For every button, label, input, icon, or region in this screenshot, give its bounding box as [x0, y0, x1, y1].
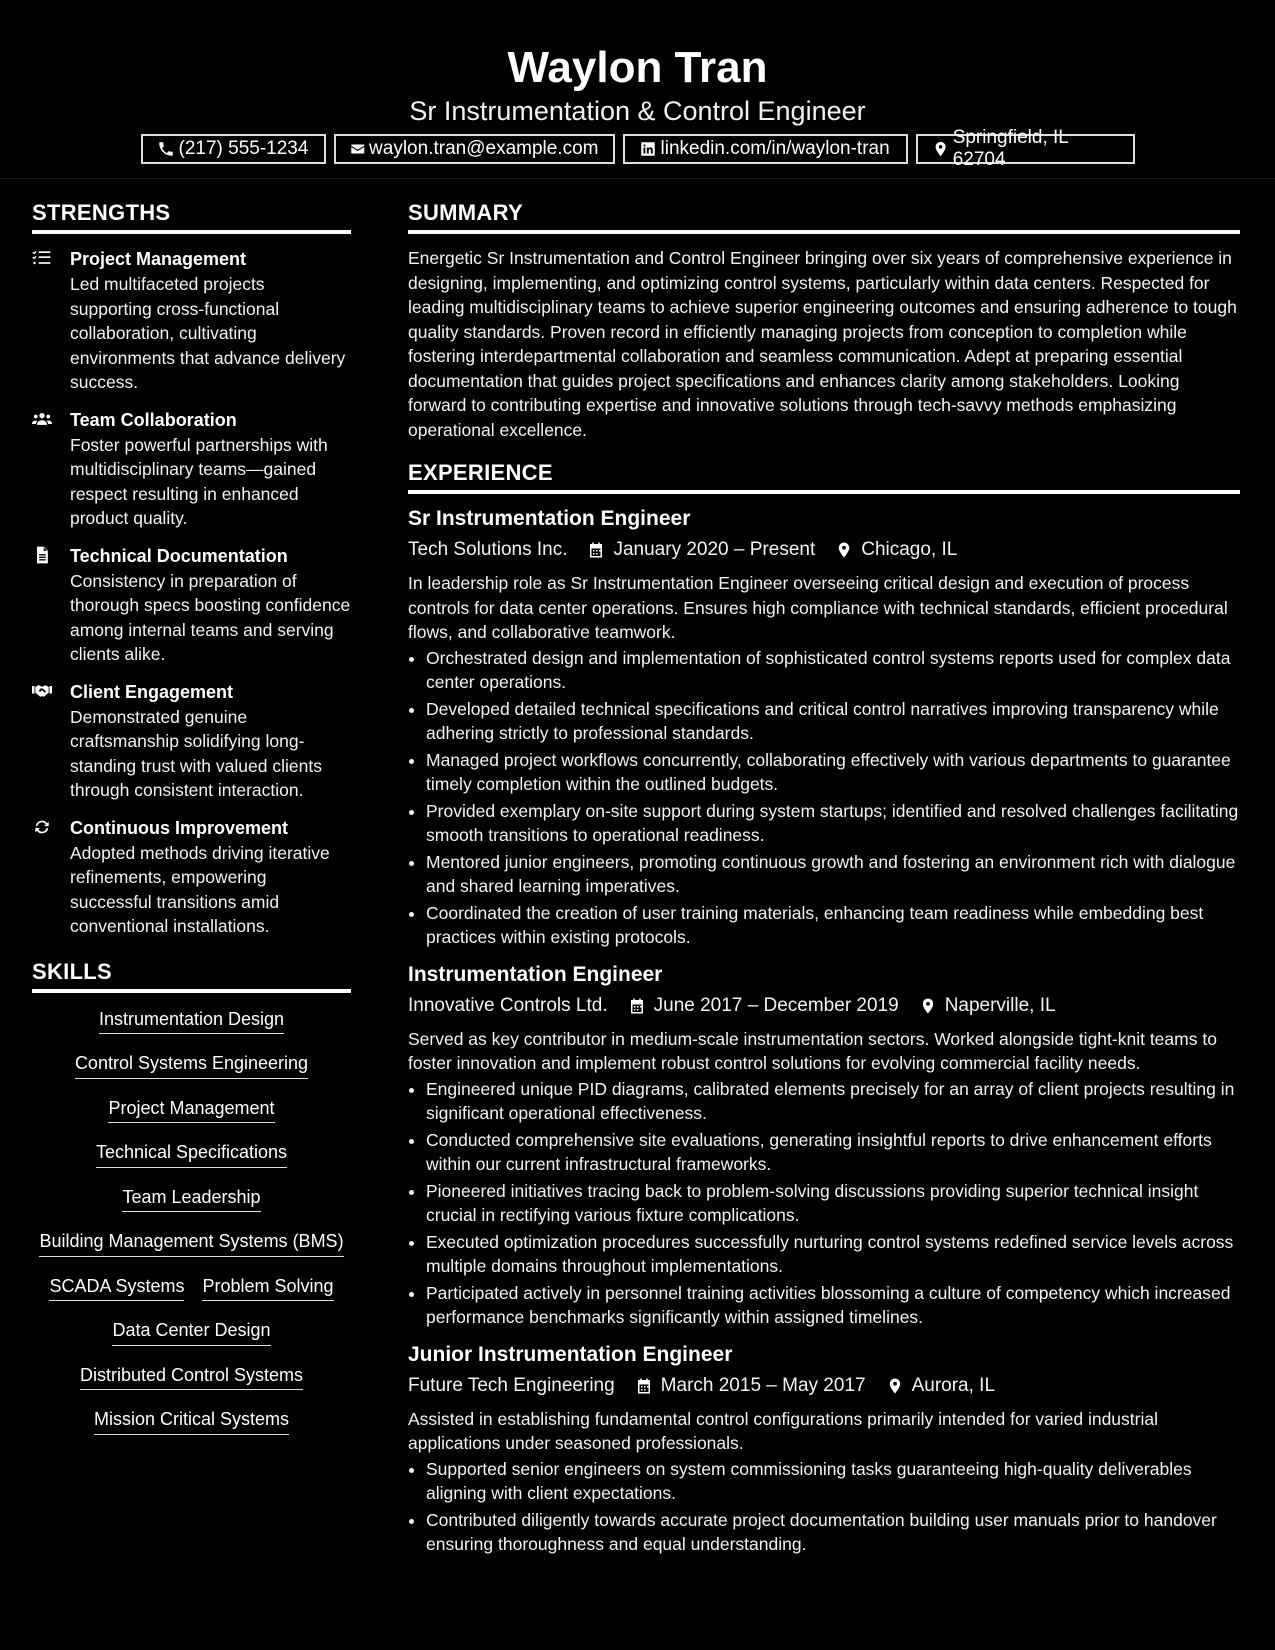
candidate-role: Sr Instrumentation & Control Engineer — [409, 96, 866, 126]
job-company: Tech Solutions Inc. — [408, 539, 568, 560]
job-bullet: • Contributed diligently towards accurate project documentation building user manuals prior to handover ensuring thoroughness and equal understanding. — [426, 1508, 1240, 1557]
skill-tag: Team Leadership — [122, 1185, 260, 1213]
job-bullet: • Participated actively in personnel training activities blossoming a culture of competency which increased performance benchmarks significantly within assigned timelines. — [426, 1281, 1240, 1330]
job-company: Innovative Controls Ltd. — [408, 994, 608, 1016]
calendar-icon — [628, 997, 646, 1015]
strength-title: Continuous Improvement — [70, 817, 289, 838]
contact-email[interactable] — [334, 134, 615, 164]
handshake-icon — [32, 682, 52, 700]
map-pin-icon — [835, 541, 853, 559]
job-bullet: • Pioneered initiatives tracing back to problem-solving discussions providing superior technical insight crucial in rectifying various fixture complications. — [426, 1179, 1240, 1228]
phone-icon — [157, 140, 175, 158]
users-icon — [32, 410, 52, 428]
calendar-icon — [635, 1377, 653, 1395]
job-dates: March 2015 – May 2017 — [660, 1374, 866, 1396]
map-pin-icon — [932, 140, 949, 158]
job-bullet: • Executed optimization procedures successfully nurturing control systems redefined service levels across multiple domains throughout implementations. — [426, 1230, 1240, 1279]
strength-desc: Demonstrated genuine craftsmanship solidifying long-standing trust with valued clients through consistent interaction. — [70, 706, 322, 800]
skill-tag: Data Center Design — [112, 1318, 270, 1346]
skill-tag: Mission Critical Systems — [94, 1407, 289, 1435]
job-title: Sr Instrumentation Engineer — [408, 507, 691, 530]
strength-item — [32, 815, 351, 939]
job-bullet: • Conducted comprehensive site evaluations, generating insightful reports to drive enhancement efforts within our current infrastructural frameworks. — [426, 1128, 1240, 1177]
linkedin-icon — [639, 140, 657, 158]
candidate-name: Waylon Tran — [507, 43, 768, 92]
job-bullets — [408, 646, 1240, 950]
job-title: Junior Instrumentation Engineer — [408, 1342, 733, 1366]
strengths-heading: STRENGTHS — [32, 196, 351, 234]
skills-heading: SKILLS — [32, 955, 351, 993]
job-description: Assisted in establishing fundamental control configurations primarily intended for varied industrial applications under seasoned professionals. — [408, 1408, 1158, 1453]
map-pin-icon — [919, 997, 937, 1015]
contact-phone[interactable] — [141, 134, 326, 164]
job-location: Chicago, IL — [861, 539, 958, 560]
job-entry — [408, 960, 1240, 1330]
skill-tag: Distributed Control Systems — [80, 1363, 303, 1391]
contact-linkedin[interactable] — [623, 134, 908, 164]
strength-title: Team Collaboration — [70, 409, 237, 430]
strength-item — [32, 246, 351, 395]
summary-heading: SUMMARY — [408, 196, 1240, 234]
calendar-icon — [587, 541, 605, 559]
strength-desc: Adopted methods driving iterative refinements, empowering successful transitions amid conventional installations. — [70, 842, 330, 936]
strength-title: Technical Documentation — [70, 545, 288, 566]
skill-tag: Problem Solving — [202, 1274, 333, 1302]
job-entry — [408, 504, 1240, 950]
job-bullet: • Provided exemplary on-site support during system startups; identified and resolved challenges facilitating smooth transitions to operational readiness. — [426, 799, 1240, 848]
job-company: Future Tech Engineering — [408, 1374, 615, 1396]
skill-tag: Project Management — [108, 1096, 274, 1124]
envelope-icon — [350, 140, 366, 158]
job-location: Naperville, IL — [944, 994, 1056, 1016]
summary-text: Energetic Sr Instrumentation and Control Engineer bringing over six years of comprehensive experience in designing, implementing, and optimizing control systems, particularly within data centers. Respected for leading multidisciplinary teams to achieve superior engineering outcomes and ensuring adherence to tough quality standards. Proven record in efficiently managing projects from conception to completion while fostering interdepartmental collaboration and seamless communication. Adept at preparing essential documentation that guides project specifications and enhances clarity among stakeholders. Looking forward to contributing expertise and innovative solutions through tech-savvy methods emphasizing operational excellence. — [408, 248, 1237, 440]
job-meta — [408, 1371, 1240, 1401]
job-bullet: • Managed project workflows concurrently, collaborating effectively with various departments to guarantee timely completion within the outlined budgets. — [426, 748, 1240, 797]
skills-list — [32, 1007, 351, 1435]
list-check-icon — [32, 249, 52, 267]
job-bullet: • Developed detailed technical specifications and critical control narratives improving transparency while adhering strictly to professional standards. — [426, 697, 1240, 746]
right-column — [408, 196, 1240, 1559]
strength-item — [32, 679, 351, 803]
skill-tag: Instrumentation Design — [99, 1007, 284, 1035]
job-bullet: • Mentored junior engineers, promoting continuous growth and fostering an environment rich with dialogue and shared learning imperatives. — [426, 850, 1240, 899]
skill-tag: Building Management Systems (BMS) — [39, 1229, 344, 1257]
job-description: In leadership role as Sr Instrumentation Engineer overseeing critical design and execution of process controls for data center operations. Ensures high compliance with technical standards, efficient procedural flows, and collaborative teamwork. — [408, 573, 1228, 642]
refresh-icon — [32, 818, 52, 836]
job-dates: June 2017 – December 2019 — [653, 994, 899, 1016]
job-meta — [408, 535, 1240, 565]
email-text: waylon.tran@example.com — [369, 138, 599, 159]
document-icon — [32, 546, 52, 564]
strength-title: Project Management — [70, 249, 247, 269]
job-location: Aurora, IL — [911, 1374, 996, 1396]
job-meta — [408, 991, 1240, 1021]
job-dates: January 2020 – Present — [613, 539, 816, 560]
resume-header — [0, 0, 1275, 179]
phone-text: (217) 555-1234 — [178, 138, 309, 159]
job-bullet: • Coordinated the creation of user training materials, enhancing team readiness while embedding best practices within existing protocols. — [426, 901, 1240, 950]
job-bullet: • Orchestrated design and implementation of sophisticated control systems reports used for complex data center operations. — [426, 646, 1240, 695]
job-bullet: • Engineered unique PID diagrams, calibrated elements precisely for an array of client projects resulting in significant operational effectiveness. — [426, 1077, 1240, 1126]
location-text: Springfield, IL 62704 — [952, 127, 1069, 170]
contact-location — [916, 127, 1135, 170]
job-description: Served as key contributor in medium-scale instrumentation sectors. Worked alongside tight-knit teams to foster innovation and implement robust control solutions for evolving commercial facility needs. — [408, 1028, 1217, 1073]
job-bullets — [408, 1457, 1240, 1557]
contact-bar — [0, 127, 1275, 170]
skill-tag: Technical Specifications — [96, 1140, 287, 1168]
linkedin-text: linkedin.com/in/waylon-tran — [660, 138, 890, 159]
skill-tag: SCADA Systems — [49, 1274, 184, 1302]
job-title: Instrumentation Engineer — [408, 962, 663, 986]
strength-item — [32, 407, 351, 531]
left-column — [32, 196, 351, 1452]
strength-desc: Foster powerful partnerships with multidisciplinary teams—gained respect resulting in enhanced product quality. — [70, 434, 328, 528]
strength-desc: Consistency in preparation of thorough specs boosting confidence among internal teams and serving clients alike. — [70, 570, 351, 664]
experience-heading: EXPERIENCE — [408, 456, 1240, 494]
job-entry — [408, 1340, 1240, 1557]
job-bullet: • Supported senior engineers on system commissioning tasks guaranteeing high-quality deliverables aligning with client expectations. — [426, 1457, 1240, 1506]
skill-tag: Control Systems Engineering — [75, 1051, 308, 1079]
job-bullets — [408, 1077, 1240, 1330]
strength-desc: Led multifaceted projects supporting cross-functional collaboration, cultivating environments that advance delivery success. — [70, 274, 346, 392]
map-pin-icon — [886, 1377, 904, 1395]
strength-item — [32, 543, 351, 667]
strength-title: Client Engagement — [70, 681, 234, 702]
